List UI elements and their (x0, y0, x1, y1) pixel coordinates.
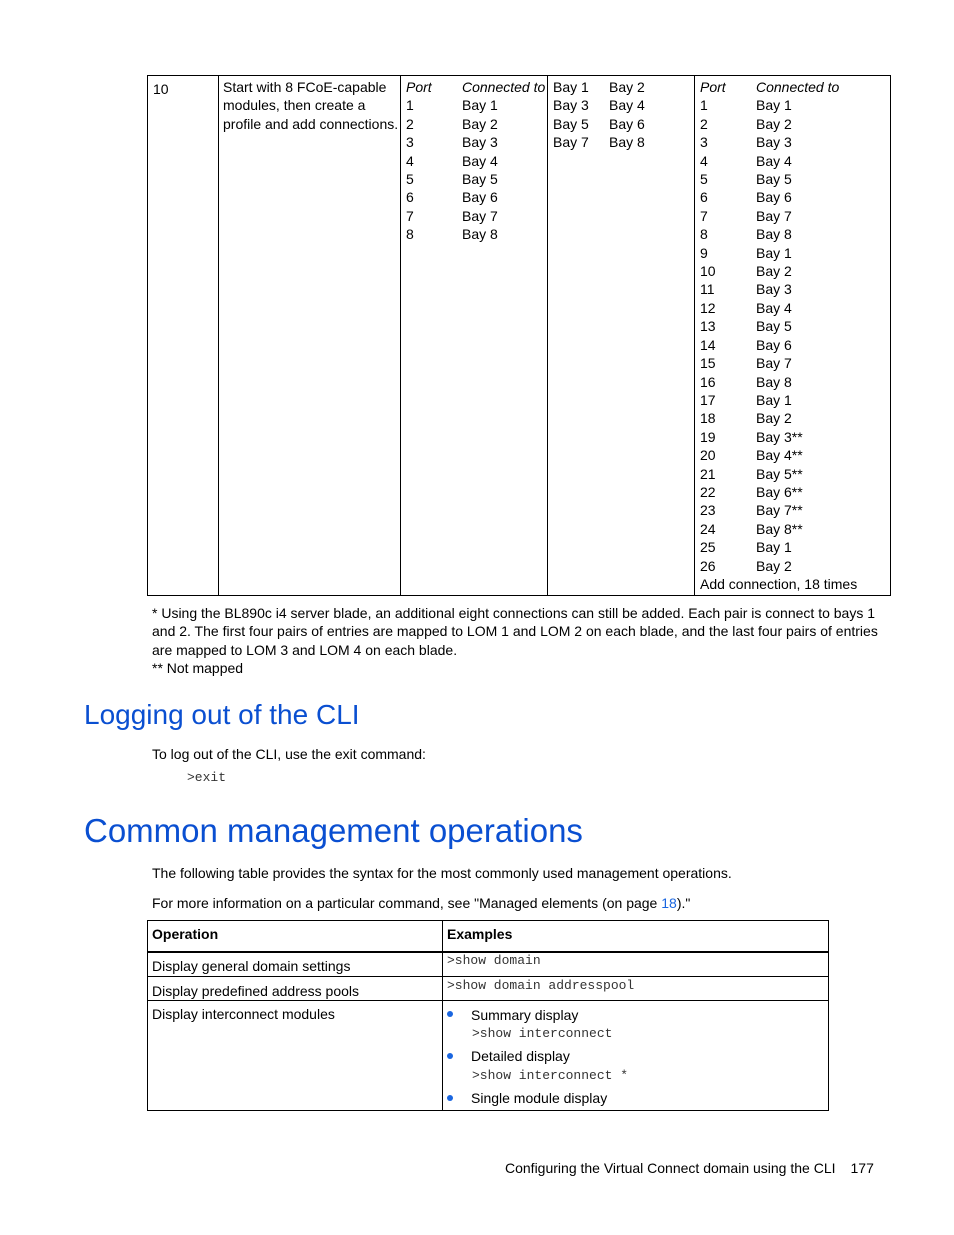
bay-pair-row (553, 133, 665, 151)
row-number: 10 (153, 81, 169, 97)
port-number: 5 (406, 171, 414, 188)
mapping-row (700, 280, 857, 298)
connected-bay: Bay 3** (756, 428, 803, 445)
operation-cell: Display predefined address pools (152, 983, 360, 999)
connected-bay: Bay 7 (756, 207, 792, 224)
example-code: >show domain (447, 953, 541, 968)
section-title-logout: Logging out of the CLI (84, 699, 360, 730)
mapping-row (700, 446, 857, 464)
mapping-col-b (700, 78, 857, 593)
port-number: 23 (700, 502, 716, 519)
operations-intro: The following table provides the syntax for the most commonly used management operations. (152, 865, 732, 881)
mapping-row (700, 409, 857, 427)
port-number: 3 (406, 134, 414, 151)
connected-bay: Bay 4** (756, 447, 803, 464)
connected-bay: Bay 3 (756, 134, 792, 151)
port-number: 18 (700, 410, 716, 427)
operation-cell: Display general domain settings (152, 958, 351, 974)
bay-pair-row (553, 78, 665, 96)
operation-cell: Display interconnect modules (152, 1006, 335, 1022)
connected-bay: Bay 8** (756, 520, 803, 537)
connected-bay: Bay 8 (462, 226, 498, 243)
mapping-row (700, 262, 857, 280)
connected-bay: Bay 4 (462, 152, 498, 169)
mapping-row (406, 152, 545, 170)
bay-label: Bay 6 (609, 115, 645, 132)
connected-bay: Bay 7 (756, 355, 792, 372)
port-number: 7 (700, 207, 708, 224)
port-number: 25 (700, 539, 716, 556)
port-number: 13 (700, 318, 716, 335)
port-number: 10 (700, 263, 716, 280)
connected-bay: Bay 2 (756, 115, 792, 132)
column-header-examples: Examples (447, 926, 513, 942)
mapping-row (406, 115, 545, 133)
example-label: Single module display (471, 1090, 608, 1106)
mapping-row (700, 391, 857, 409)
connected-bay: Bay 4 (756, 299, 792, 316)
example-code: >show interconnect * (472, 1068, 629, 1083)
connected-bay: Bay 2 (756, 263, 792, 280)
footnotes: * Using the BL890c i4 server blade, an additional eight connections can still be added. Each pair is connect to bays 1 and 2. The first four pairs of entries are mapped to LOM 1 and LOM 2 on each blade, and the last four pairs of entries are mapped to LOM 3 and LOM 4 on each blade. ** Not mapped (152, 605, 878, 677)
bullet-icon (447, 1011, 453, 1017)
port-number: 6 (406, 189, 414, 206)
port-number: 11 (700, 281, 715, 298)
bay-label: Bay 8 (609, 134, 645, 151)
connected-bay: Bay 7** (756, 502, 803, 519)
bay-label: Bay 5 (553, 115, 589, 132)
port-number: 16 (700, 373, 716, 390)
port-number: 12 (700, 299, 716, 316)
bay-label: Bay 2 (609, 79, 645, 95)
mapping-header: Port Connected to (700, 79, 840, 95)
mapping-row (700, 244, 857, 262)
connected-bay: Bay 8 (756, 373, 792, 390)
mapping-row (700, 465, 857, 483)
mapping-row (700, 225, 857, 243)
table-divider (218, 76, 219, 595)
code-exit: >exit (187, 770, 227, 785)
port-number: 15 (700, 355, 716, 372)
connected-bay: Bay 5 (756, 318, 792, 335)
connected-bay: Bay 1 (756, 391, 792, 408)
connected-bay: Bay 7 (462, 207, 498, 224)
section-title-operations: Common management operations (84, 812, 583, 849)
mapping-header: Port Connected to (406, 79, 546, 95)
operations-more-info: For more information on a particular command, see "Managed elements (on page 18)." (152, 895, 691, 911)
mapping-col-a (406, 78, 545, 244)
footer-text: Configuring the Virtual Connect domain using the CLI (505, 1160, 836, 1176)
example-label: Summary display (471, 1007, 579, 1023)
mapping-row (406, 207, 545, 225)
connected-bay: Bay 3 (756, 281, 792, 298)
connected-bay: Bay 1 (756, 244, 792, 261)
connected-bay: Bay 6 (756, 189, 792, 206)
bay-label: Bay 3 (553, 97, 589, 114)
port-number: 4 (406, 152, 414, 169)
mapping-row (406, 96, 545, 114)
mapping-row (406, 188, 545, 206)
mapping-row (700, 428, 857, 446)
mapping-row (700, 207, 857, 225)
mapping-row (700, 96, 857, 114)
bullet-icon (447, 1095, 453, 1101)
connected-bay: Bay 5** (756, 465, 803, 482)
bay-pair-row (553, 115, 665, 133)
connected-bay: Bay 6 (756, 336, 792, 353)
port-number: 19 (700, 428, 716, 445)
port-number: 21 (700, 465, 716, 482)
mapping-row (406, 225, 545, 243)
mapping-row (700, 483, 857, 501)
connected-bay: Bay 6 (462, 189, 498, 206)
connected-bay: Bay 1 (462, 97, 498, 114)
bay-label: Bay 7 (553, 134, 589, 151)
mapping-row (700, 538, 857, 556)
port-number: 1 (406, 97, 414, 114)
connected-bay: Bay 5 (756, 171, 792, 188)
connected-bay: Bay 1 (756, 97, 792, 114)
mapping-row (700, 317, 857, 335)
connected-bay: Bay 1 (756, 539, 792, 556)
mapping-row (700, 188, 857, 206)
table-divider (547, 76, 548, 595)
mapping-row (700, 336, 857, 354)
port-number: 2 (406, 115, 414, 132)
port-number: 2 (700, 115, 708, 132)
connected-bay: Bay 2 (756, 410, 792, 427)
port-mapping-table (147, 75, 891, 596)
mapping-row (700, 354, 857, 372)
port-number: 17 (700, 391, 716, 408)
port-number: 7 (406, 207, 414, 224)
mapping-row (700, 152, 857, 170)
port-number: 8 (700, 226, 708, 243)
mapping-row (700, 133, 857, 151)
example-code: >show domain addresspool (447, 978, 635, 993)
page-link[interactable]: 18 (661, 895, 677, 911)
mapping-row (700, 170, 857, 188)
connected-bay: Bay 2 (756, 557, 792, 574)
mapping-row (700, 557, 857, 575)
example-code: >show interconnect (472, 1026, 613, 1041)
mapping-row (406, 170, 545, 188)
bay-label: Bay 1 (553, 79, 589, 95)
port-number: 6 (700, 189, 708, 206)
connected-bay: Bay 4 (756, 152, 792, 169)
page-footer (505, 1159, 874, 1177)
bay-pair-row (553, 96, 665, 114)
mapping-row (700, 520, 857, 538)
connected-bay: Bay 2 (462, 115, 498, 132)
mapping-row (700, 373, 857, 391)
connected-bay: Bay 6** (756, 483, 803, 500)
port-number: 20 (700, 447, 716, 464)
example-label: Detailed display (471, 1048, 570, 1064)
port-number: 9 (700, 244, 708, 261)
bullet-icon (447, 1053, 453, 1059)
bay-label: Bay 4 (609, 97, 645, 114)
mapping-row (700, 501, 857, 519)
port-number: 8 (406, 226, 414, 243)
port-number: 14 (700, 336, 716, 353)
mapping-row (700, 115, 857, 133)
mapping-footer: Add connection, 18 times (700, 575, 858, 592)
port-number: 24 (700, 520, 716, 537)
port-number: 4 (700, 152, 708, 169)
bay-pairs (553, 78, 665, 152)
row-description: Start with 8 FCoE-capable modules, then create a profile and add connections. (223, 79, 399, 132)
table-divider (400, 76, 401, 595)
port-number: 5 (700, 171, 708, 188)
column-header-operation: Operation (152, 926, 219, 942)
mapping-row (406, 133, 545, 151)
connected-bay: Bay 3 (462, 134, 498, 151)
mapping-row (700, 299, 857, 317)
connected-bay: Bay 8 (756, 226, 792, 243)
port-number: 1 (700, 97, 708, 114)
operations-table (147, 920, 829, 1111)
port-number: 3 (700, 134, 708, 151)
port-number: 22 (700, 483, 716, 500)
page-number: 177 (850, 1160, 874, 1176)
table-divider (694, 76, 695, 595)
port-number: 26 (700, 557, 716, 574)
logout-text: To log out of the CLI, use the exit command: (152, 746, 426, 762)
connected-bay: Bay 5 (462, 171, 498, 188)
